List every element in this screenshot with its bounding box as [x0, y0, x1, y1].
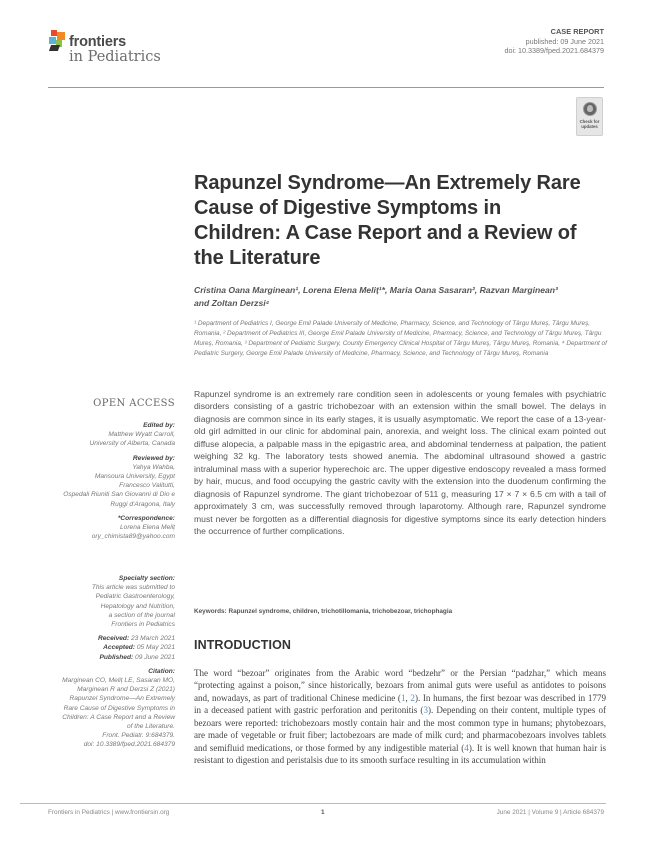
- correspondence-section: *Correspondence: Lorena Elena Meliț ory_chimista89@yahoo.com: [20, 514, 175, 542]
- article-meta: [504, 27, 604, 56]
- footer-issue-info: June 2021 | Volume 9 | Article 684379: [496, 809, 604, 816]
- author-list: Cristina Oana Marginean¹, Lorena Elena Meliț¹*, Maria Oana Sasaran², Razvan Marginean³ and Zoltan Derzsi⁴: [194, 285, 558, 308]
- reviewer-name: Francesco Valitutti,: [119, 482, 175, 490]
- crossmark-icon: [583, 102, 597, 116]
- keywords-label: Keywords:: [194, 608, 227, 615]
- section-heading-introduction: INTRODUCTION: [194, 638, 292, 652]
- editor-affiliation: University of Alberta, Canada: [89, 440, 175, 448]
- reviewed-by-section: Reviewed by: Yahya Wahba, Mansoura University, Egypt Francesco Valitutti, Ospedali Riuniti San Giovanni di Dio e Ruggi d'Aragona, Italy: [20, 454, 175, 509]
- reference-link[interactable]: 4: [464, 742, 469, 753]
- frontiers-logo-icon: [47, 30, 69, 54]
- published-date-sidebar: Published: 09 June 2021: [99, 653, 175, 661]
- reviewer-affiliation: Mansoura University, Egypt: [94, 473, 175, 481]
- article-title: Rapunzel Syndrome—An Extremely Rare Cause of Digestive Symptoms in Children: A Case Report and a Review of the Literature: [194, 172, 581, 269]
- received-date: Received: 23 March 2021: [98, 635, 175, 643]
- edited-by-section: Edited by: Matthew Wyatt Carroll, University of Alberta, Canada: [20, 421, 175, 449]
- accepted-date: Accepted: 05 May 2021: [103, 644, 175, 652]
- doi-link[interactable]: doi: 10.3389/fped.2021.684379: [504, 46, 604, 55]
- reference-link[interactable]: 1: [400, 692, 406, 703]
- page-number: 1: [321, 809, 325, 816]
- affiliations: ¹ Department of Pediatrics I, George Emil Palade University of Medicine, Pharmacy, Science, and Technology of Târgu Mureş, Târgu Mureş, Romania, ² Department of Pediatrics III, George Emil Palade University of Medicine, Pharmacy, Science, and Technology of Târgu Mureş, Târgu Mureş, Romania, ³ Department of Pediatric Surgery, County Emergency Clinical Hospital of Târgu Mureş, Târgu Mureş, Romania, ⁴ Department of Pediatric Surgery, George Emil Palade University of Medicine, Pharmacy, Science, and Technology of Târgu Mureş, Romania: [194, 320, 607, 357]
- corresponding-author: Lorena Elena Meliț: [120, 524, 175, 532]
- article-type: CASE REPORT: [550, 27, 604, 36]
- footer-divider: [20, 803, 606, 804]
- correspondence-email[interactable]: ory_chimista89@yahoo.com: [91, 533, 175, 541]
- brand-name: frontiers: [69, 34, 127, 50]
- journal-name: in Pediatrics: [69, 49, 161, 65]
- reference-link[interactable]: 2: [410, 692, 415, 703]
- keywords: [194, 608, 606, 615]
- crossmark-label: Check for updates: [579, 119, 600, 129]
- dates-section: [20, 634, 175, 662]
- reference-link[interactable]: 3: [423, 705, 428, 716]
- open-access-label: OPEN ACCESS: [93, 398, 175, 409]
- abstract: Rapunzel syndrome is an extremely rare condition seen in adolescents or young females with psychiatric disorders consisting of a gastric trichobezoar with an extension within the small bowel. The delays in diagnosis are common since in its early stages, it is usually asymptomatic. We report the case of a 13-year-old girl admitted in our clinic for abdominal pain, anorexia, and weight loss. The clinical exam pointed out diffuse alopecia, a palpable mass in the epigastric area, and abdominal tenderness at palpation, the patient weighing 32 kg. The laboratory tests showed anemia. The abdominal ultrasound showed a gastric intraluminal mass with a superior hyperechoic arc. The upper digestive endoscopy revealed a mass formed by hair, mucus, and food occupying the gastric cavity with the extension into the duodenum confirming the diagnosis of Rapunzel syndrome. The giant trichobezoar of 511 g, measuring 17 × 7 × 6.5 cm with a tail of approximately 3 cm, was successfully removed through laparotomy. Although rare, Rapunzel syndrome must never be forgotten as a differential diagnosis for digestive symptoms since its early detection hinders the occurrence of further complications.: [194, 389, 606, 536]
- reviewer-affiliation: Ospedali Riuniti San Giovanni di Dio e: [63, 491, 175, 499]
- reviewer-name: Yahya Wahba,: [132, 463, 175, 471]
- published-date: published: 09 June 2021: [525, 36, 604, 46]
- check-for-updates-button[interactable]: [576, 97, 603, 136]
- reviewer-affiliation: Ruggi d'Aragona, Italy: [110, 500, 175, 508]
- specialty-section: Specialty section: This article was submitted to Pediatric Gastroenterology, Hepatology and Nutrition, a section of the journal Frontiers in Pediatrics: [91, 575, 175, 629]
- editor-name: Matthew Wyatt Carroll,: [108, 431, 175, 439]
- citation-section: Citation: Marginean CO, Meliț LE, Sasaran MO, Marginean R and Derzsi Z (2021) Rapunzel Syndrome—An Extremely Rare Cause of Digestive Symptoms in Children: A Case Report and a Review of the Literature. Front. Pediatr. 9:684379. doi: 10.3389/fped.2021.684379: [20, 667, 175, 750]
- header-divider: [48, 87, 604, 88]
- article-info-sidebar: [20, 421, 175, 546]
- specialty-and-dates: [20, 574, 175, 755]
- keywords-list: Rapunzel syndrome, children, trichotillomania, trichobezoar, trichophagia: [228, 608, 453, 615]
- citation-doi[interactable]: doi: 10.3389/fped.2021.684379: [83, 741, 175, 749]
- introduction-paragraph: The word “bezoar” originates from the Arabic word “bedzehr” or the Persian “padzhar,” which means “protecting against a poison,” since historically, bezoars from animal guts were useful as antidotes to poisons and, nowadays, as part of traditional Chinese medicine (1, 2). In humans, the first bezoar was described in 1779 in a deceased patient with gastric perforation and peritonitis (3). Depending on their content, multiple types of bezoars were reported: trichobezoars mostly contain hair and the most common type in humans; phytobezoars, are made of vegetable or fruit fiber; lactobezoars are made of milk curd; and pharmacobezoars involves tablets and semifluid medications, or those formed by any indigestible material (4). It is well known that human hair is resistant to digestion and peristalsis due to its smooth surface resulting in its accumulation within: [194, 668, 607, 766]
- footer-journal-link[interactable]: Frontiers in Pediatrics | www.frontiersin.org: [48, 809, 170, 816]
- journal-logo[interactable]: [47, 30, 177, 72]
